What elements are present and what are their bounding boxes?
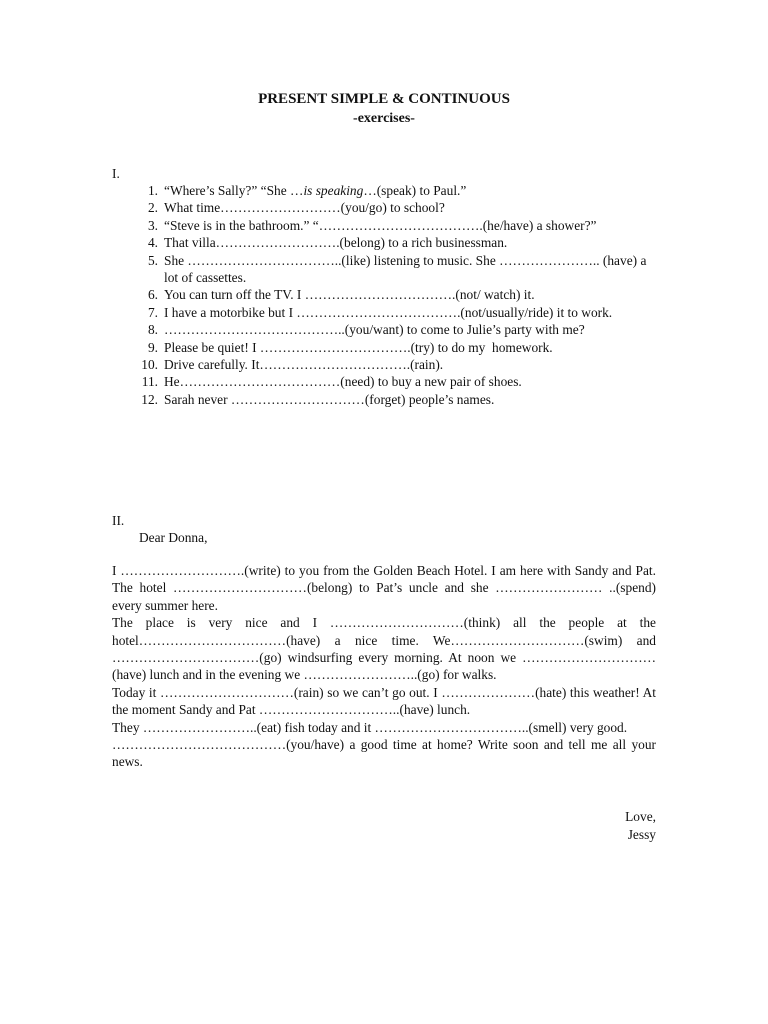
exercise-number: 12. — [141, 391, 158, 407]
exercise-text — [164, 373, 657, 390]
exercise-text-pre: Please be quiet! I …………………………….(try) to do my homework. — [164, 339, 553, 355]
exercise-text — [164, 182, 657, 199]
exercise-number: 1. — [147, 183, 158, 198]
exercise-item — [112, 321, 657, 338]
exercise-text — [164, 199, 657, 216]
exercise-number: 5. — [147, 252, 158, 268]
exercise-text-pre: That villa……………………….(belong) to a rich businessman. — [164, 235, 508, 251]
exercise-item — [112, 391, 657, 408]
exercise-text — [164, 339, 657, 356]
exercise-text-post: …(speak) to Paul.” — [363, 183, 467, 198]
exercise-item — [112, 234, 657, 251]
letter-paragraph: The place is very nice and I …………………………(think) all the people at the hotel……………………………(have) a nice time. We…………………………(swim) and ……………………………(go) windsurfing every morning. At noon we …………………………(have) lunch and in the evening we ……………………..(go) for walks. — [112, 615, 656, 683]
exercise-text-pre: I have a motorbike but I ……………………………….(not/usually/ride) it to work. — [164, 304, 613, 320]
exercise-text-pre: You can turn off the TV. I …………………………….(not/ watch) it. — [164, 287, 535, 303]
exercise-text-pre: He………………………………(need) to buy a new pair of shoes. — [164, 374, 522, 390]
letter-paragraph: I ……………………….(write) to you from the Golden Beach Hotel. I am here with Sandy and Pat. The hotel …………………………(belong) to Pat’s uncle and she …………………… ..(spend) every summer here. — [112, 563, 656, 613]
exercise-text-pre: She ……………………………..(like) listening to music. She ………………….. (have) a lot of cassettes. — [164, 252, 650, 286]
exercise-number: 3. — [147, 217, 158, 233]
exercise-text-pre: Sarah never …………………………(forget) people’s names. — [164, 391, 495, 407]
exercise-text — [164, 304, 657, 321]
exercise-item — [112, 373, 657, 390]
exercise-example-answer: is speaking — [303, 183, 364, 198]
page-title: PRESENT SIMPLE & CONTINUOUS — [258, 91, 510, 107]
letter-body — [112, 562, 656, 771]
exercise-item — [112, 252, 657, 287]
exercise-text-pre: What time………………………(you/go) to school? — [164, 200, 445, 216]
exercise-text — [164, 321, 657, 338]
section-1-label: I. — [112, 166, 120, 181]
exercise-number: 6. — [147, 287, 158, 303]
exercise-number: 7. — [147, 304, 158, 320]
letter-greeting: Dear Donna, — [139, 530, 208, 545]
exercise-number: 8. — [147, 322, 158, 338]
exercise-item — [112, 199, 657, 216]
exercise-number: 11. — [141, 374, 158, 390]
exercise-number: 4. — [147, 235, 158, 251]
letter-signature: Jessy — [627, 827, 656, 842]
exercise-text-pre: …………………………………..(you/want) to come to Julie’s party with me? — [164, 322, 585, 338]
letter-closing: Love, — [625, 809, 656, 824]
letter-paragraph: …………………………………(you/have) a good time at home? Write soon and tell me all your news. — [112, 737, 656, 770]
exercise-text — [164, 252, 657, 287]
exercise-item — [112, 304, 657, 321]
exercise-item — [112, 356, 657, 373]
exercise-number: 9. — [147, 339, 158, 355]
exercise-number: 2. — [147, 200, 158, 216]
section-2-label: II. — [112, 513, 125, 528]
exercise-item — [112, 339, 657, 356]
exercise-text-pre: Drive carefully. It…………………………….(rain). — [164, 357, 444, 373]
exercise-text — [164, 234, 657, 251]
exercise-number: 10. — [141, 357, 158, 373]
exercise-text — [164, 356, 657, 373]
letter-paragraph: Today it …………………………(rain) so we can’t go out. I …………………(hate) this weather! At the moment Sandy and Pat …………………………..(have) lunch. — [112, 684, 656, 718]
exercise-item — [112, 286, 657, 303]
exercise-item — [112, 217, 657, 234]
exercise-list — [112, 182, 657, 408]
exercise-text — [164, 217, 657, 234]
exercise-item — [112, 182, 657, 199]
exercise-text-pre: “Where’s Sally?” “She … — [164, 183, 304, 198]
exercise-text — [164, 391, 657, 408]
exercise-text — [164, 286, 657, 303]
exercise-text-pre: “Steve is in the bathroom.” “……………………………….(he/have) a shower?” — [164, 217, 597, 233]
letter-paragraph: They ……………………..(eat) fish today and it ……………………………..(smell) very good. — [112, 719, 628, 735]
page-subtitle: -exercises- — [353, 111, 415, 126]
